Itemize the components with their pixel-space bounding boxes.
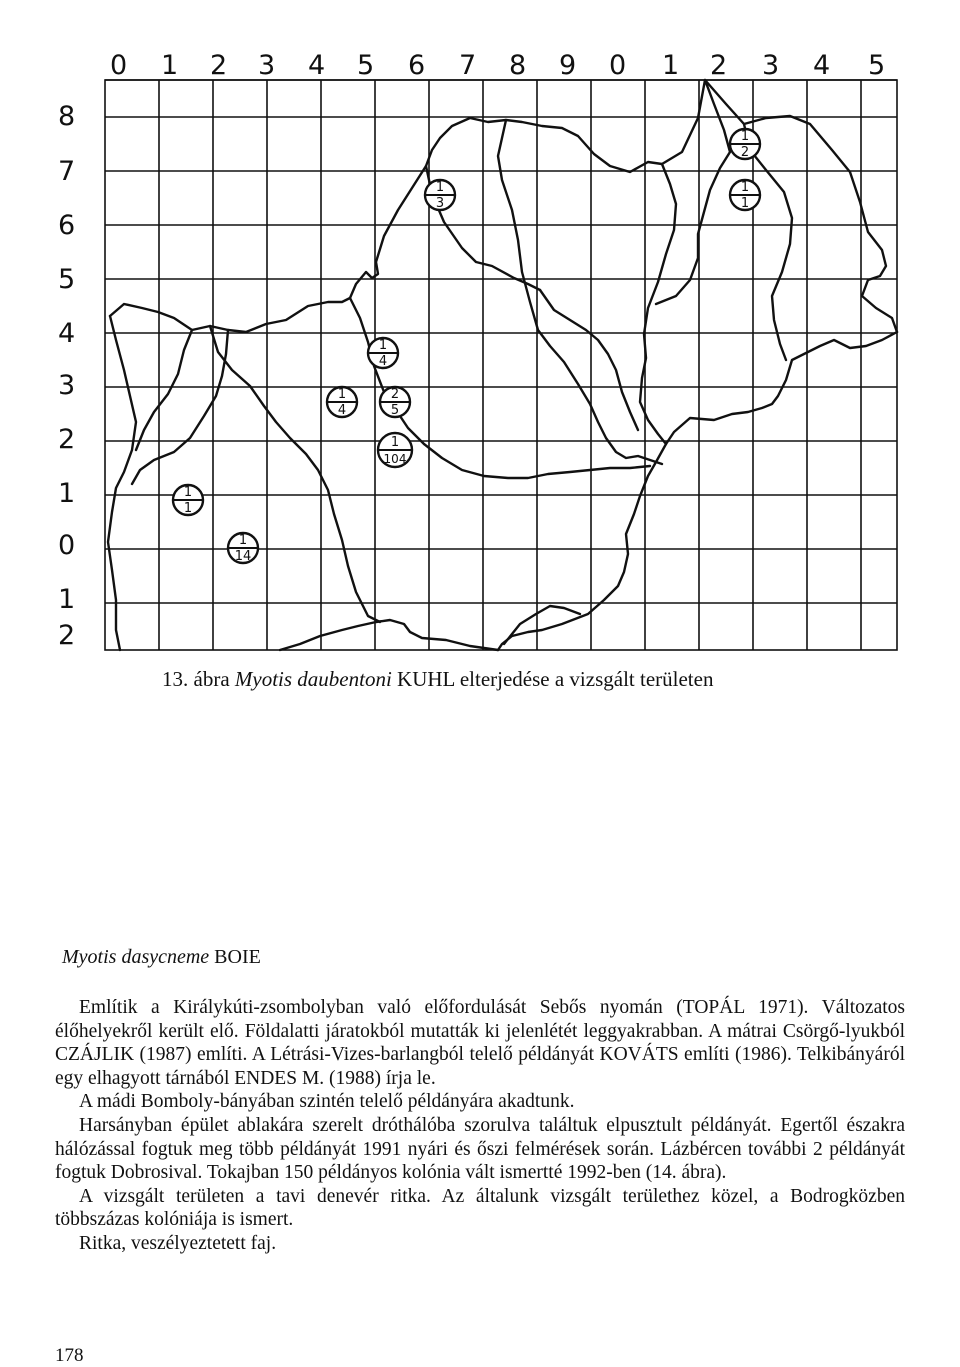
caption-number: 13. ábra [162,667,235,691]
marker-count-bottom: 2 [740,145,750,160]
x-label: 2 [710,50,728,81]
y-label: 6 [58,210,76,241]
marker-count-top: 1 [183,485,193,500]
caption-rest: KUHL elterjedése a vizsgált területen [391,667,714,691]
occurrence-marker [730,180,760,211]
y-label: 5 [58,264,76,295]
paragraph: Harsányban épület ablakára szerelt dróthálóba szorulva találtuk elpusztult példányát. Egertől északra hálózással fogtuk meg több példányát 1991 nyári és őszi felmérések során. Lázbércen további 2 példányát fogtuk Dobrosival. Tokajban 150 példányos kolónia vált ismertté 1992-ben (14. ábra). [55,1114,905,1184]
x-label: 3 [258,50,276,81]
distribution-map [50,40,910,660]
x-label: 3 [762,50,780,81]
marker-count-top: 1 [337,387,347,402]
y-label: 4 [58,318,76,349]
x-label: 2 [210,50,228,81]
section-heading [62,946,261,969]
marker-count-bottom: 4 [378,354,388,369]
occurrence-marker [173,485,203,516]
x-label: 4 [308,50,326,81]
marker-count-top: 1 [740,129,750,144]
x-label: 5 [868,50,886,81]
x-label: 1 [161,50,179,81]
section-genus: Myotis [62,946,117,968]
y-label: 0 [58,530,76,561]
marker-count-bottom: 3 [435,196,445,211]
caption-genus: Myotis [234,667,293,691]
x-label: 5 [357,50,375,81]
marker-count-bottom: 104 [383,452,407,466]
section-author: BOIE [209,946,261,968]
y-label: 3 [58,370,76,401]
x-label: 0 [609,50,627,81]
section-species: dasycneme [116,946,210,968]
y-label: 2 [58,620,76,651]
x-axis-labels [110,50,885,81]
page-number: 178 [55,1345,84,1366]
occurrence-marker [730,129,760,160]
paragraph: A vizsgált területen a tavi denevér ritka. Az általunk vizsgált területhez közel, a Bodrogközben többszázas kolóniája is ismert. [55,1185,905,1231]
occurrence-marker [425,180,455,211]
x-label: 6 [408,50,426,81]
paragraph: Említik a Királykúti-zsombolyban való előfordulását Sebős nyomán (TOPÁL 1971). Változatos élőhelyekről került elő. Földalatti járatokból mutatták ki jelenlétét leggyakrabban. A mátrai Csörgő-lyukból CZÁJLIK (1987) említi. A Létrási-Vizes-barlangból telelő példányát KOVÁTS említi (1986). Telkibányáról egy elhagyott tárnából ENDES M. (1988) írja le. [55,997,905,1089]
marker-count-top: 1 [378,338,388,353]
paragraph: Ritka, veszélyeztetett faj. [79,1232,277,1254]
paragraph: A mádi Bomboly-bányában szintén telelő példányára akadtunk. [79,1091,575,1113]
x-label: 8 [509,50,527,81]
marker-count-bottom: 4 [337,403,347,418]
x-label: 0 [110,50,128,81]
marker-count-bottom: 1 [183,501,193,516]
marker-count-bottom: 1 [740,196,750,211]
figure-caption [162,666,922,692]
y-label: 8 [58,101,76,132]
y-label: 1 [58,584,76,615]
occurrence-marker [327,387,357,418]
x-label: 4 [813,50,831,81]
y-label: 7 [58,156,76,187]
y-label: 1 [58,478,76,509]
caption-species: daubentoni [292,667,392,691]
occurrence-marker [368,338,398,369]
marker-count-bottom: 14 [234,549,252,564]
occurrence-marker [380,387,410,418]
marker-count-bottom: 5 [390,403,400,418]
occurrence-marker [228,533,258,564]
marker-count-top: 1 [390,435,400,450]
national-border [110,80,705,332]
region-boundaries [108,80,897,650]
x-label: 9 [559,50,577,81]
marker-count-top: 2 [390,387,400,402]
occurrence-marker [378,433,412,467]
marker-count-top: 1 [238,533,248,548]
x-label: 1 [662,50,680,81]
y-label: 2 [58,424,76,455]
x-label: 7 [459,50,477,81]
marker-count-top: 1 [740,180,750,195]
body-text [55,996,905,1256]
marker-count-top: 1 [435,180,445,195]
y-axis-labels [58,101,75,651]
